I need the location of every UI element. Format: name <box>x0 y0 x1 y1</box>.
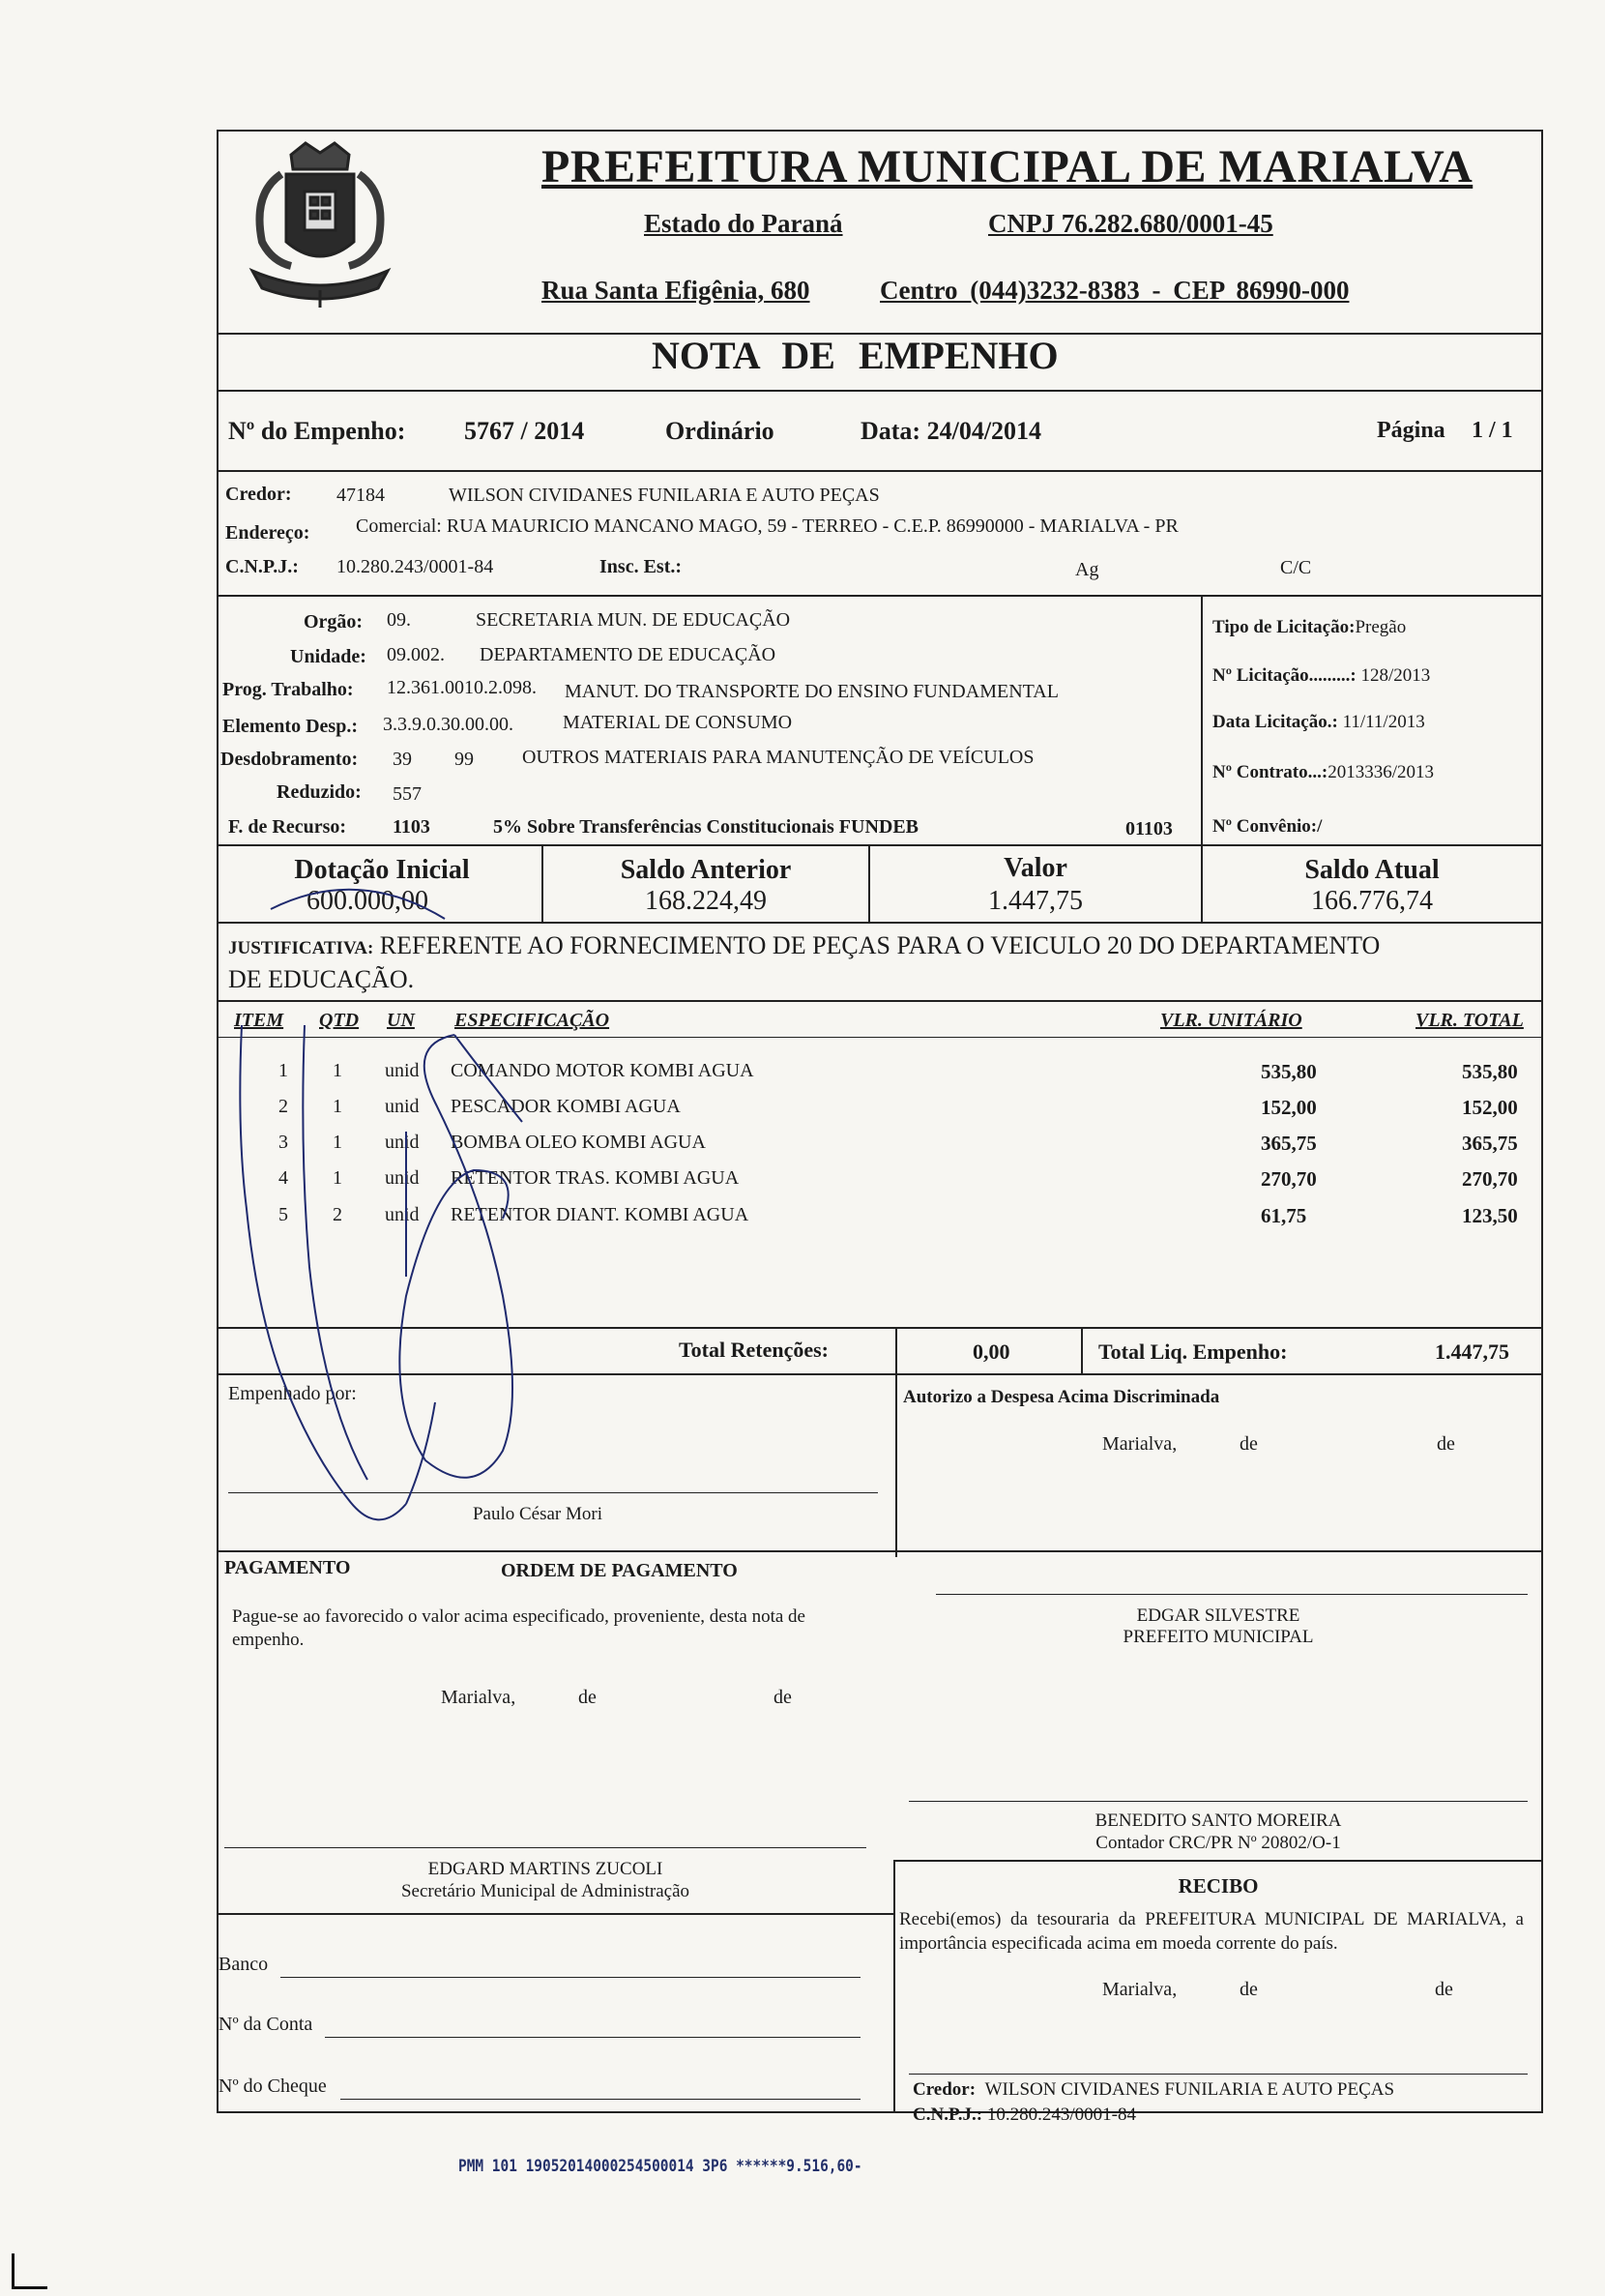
recibo-cnpj-value: 10.280.243/0001-84 <box>986 2105 1136 2125</box>
reduzido-value: 557 <box>393 783 422 805</box>
recibo-credor <box>913 2079 1394 2101</box>
reduzido-label: Reduzido: <box>277 781 362 803</box>
signature-scribble-icon <box>213 861 677 1557</box>
recurso-label: F. de Recurso: <box>228 816 347 838</box>
autorizo-label: Autorizo a Despesa Acima Discriminada <box>903 1387 1220 1407</box>
credor-cnpj: 10.280.243/0001-84 <box>336 556 494 577</box>
unidade-code: 09.002. <box>387 644 445 665</box>
recurso-code: 1103 <box>393 816 430 838</box>
pagina-value: 1 / 1 <box>1472 418 1513 443</box>
pagina-label: Página <box>1377 418 1445 443</box>
credor-label: Credor: <box>225 484 292 505</box>
recibo-cnpj-label: C.N.P.J.: <box>913 2105 983 2125</box>
total-liq-label: Total Liq. Empenho: <box>1098 1339 1288 1364</box>
unidade-label: Unidade: <box>290 646 366 667</box>
licitacao-contrato-value: 2013336/2013 <box>1328 762 1434 782</box>
row-qtd: 2 <box>333 1204 342 1225</box>
autorizo-de2: de <box>1437 1433 1455 1455</box>
divider <box>895 1373 897 1557</box>
page-title: PREFEITURA MUNICIPAL DE MARIALVA <box>541 141 1474 192</box>
divider <box>217 1913 893 1915</box>
header-rua: Rua Santa Efigênia, 680 <box>541 276 810 305</box>
row-unitario: 270,70 <box>1261 1167 1317 1191</box>
row-especificacao: RETENTOR TRAS. KOMBI AGUA <box>451 1167 740 1189</box>
signature-line <box>909 2074 1528 2075</box>
row-un: unid <box>385 1167 420 1189</box>
secretario-nome: EDGARD MARTINS ZUCOLI <box>427 1859 663 1879</box>
prefeito-cargo: PREFEITO MUNICIPAL <box>1123 1627 1314 1647</box>
total-retencoes-label: Total Retenções: <box>679 1338 829 1362</box>
row-qtd: 1 <box>333 1132 342 1153</box>
empenhado-por-label: Empenhado por: <box>228 1383 357 1404</box>
row-item: 3 <box>278 1132 288 1153</box>
empenho-numero: 5767 / 2014 <box>464 417 585 445</box>
row-qtd: 1 <box>333 1060 342 1081</box>
recibo-local: Marialva, <box>1102 1979 1178 2000</box>
elemento-nome: MATERIAL DE CONSUMO <box>563 712 793 733</box>
recurso-nome: 5% Sobre Transferências Constitucionais FUNDEB <box>493 816 919 838</box>
contador-nome: BENEDITO SANTO MOREIRA <box>1094 1810 1342 1831</box>
desdobramento-nome: OUTROS MATERIAIS PARA MANUTENÇÃO DE VEÍCULOS <box>522 747 1035 768</box>
divider <box>1201 595 1203 844</box>
licitacao-num <box>1212 665 1430 687</box>
recibo-title: RECIBO <box>1178 1874 1259 1898</box>
valor-value: 1.447,75 <box>988 886 1083 916</box>
row-item: 5 <box>278 1204 288 1225</box>
desdobramento-b: 99 <box>454 749 474 770</box>
desdobramento-a: 39 <box>393 749 412 770</box>
secretario-cargo: Secretário Municipal de Administração <box>400 1881 690 1901</box>
row-total: 535,80 <box>1462 1060 1518 1083</box>
divider <box>217 470 1543 472</box>
row-un: unid <box>385 1132 420 1153</box>
row-especificacao: PESCADOR KOMBI AGUA <box>451 1096 681 1117</box>
pagamento-local: Marialva, <box>441 1687 516 1708</box>
pague-se-text: Pague-se ao favorecido o valor acima especificado, proveniente, desta nota de empenho. <box>232 1606 805 1650</box>
col-un: UN <box>387 1010 415 1031</box>
saldo-anterior-label: Saldo Anterior <box>620 855 792 885</box>
orgao-code: 09. <box>387 609 411 631</box>
signature-line <box>224 1847 866 1848</box>
cnpj-label: C.N.P.J.: <box>225 556 299 577</box>
elemento-label: Elemento Desp.: <box>222 716 358 737</box>
row-especificacao: RETENTOR DIANT. KOMBI AGUA <box>451 1204 749 1225</box>
justificativa-label: JUSTIFICATIVA: <box>228 938 374 958</box>
pagamento-de2: de <box>773 1687 792 1708</box>
licitacao-tipo-value: Pregão <box>1355 617 1407 637</box>
divider <box>895 1327 897 1373</box>
credor-nome: WILSON CIVIDANES FUNILARIA E AUTO PEÇAS <box>449 485 880 506</box>
saldo-anterior-value: 168.224,49 <box>645 886 767 916</box>
recurso-code2: 01103 <box>1125 818 1173 839</box>
banco-line <box>280 1977 861 1978</box>
credor-codigo: 47184 <box>336 485 385 506</box>
row-unitario: 61,75 <box>1261 1204 1307 1227</box>
saldo-atual-label: Saldo Atual <box>1304 855 1440 885</box>
licitacao-data-value: 11/11/2013 <box>1342 712 1425 732</box>
header-endereco: Centro (044)3232-8383 - CEP 86990-000 <box>880 276 1350 305</box>
licitacao-contrato-key: Nº Contrato...: <box>1212 762 1328 782</box>
desdobramento-label: Desdobramento: <box>220 749 359 770</box>
row-especificacao: BOMBA OLEO KOMBI AGUA <box>451 1132 706 1153</box>
licitacao-tipo-key: Tipo de Licitação: <box>1212 617 1356 637</box>
ordem-pagamento-label: ORDEM DE PAGAMENTO <box>501 1560 738 1581</box>
recibo-cnpj <box>913 2105 1136 2126</box>
licitacao-num-value: 128/2013 <box>1360 665 1431 686</box>
prefeito-nome: EDGAR SILVESTRE <box>1136 1605 1300 1626</box>
cheque-line <box>340 2099 861 2100</box>
valor-label: Valor <box>1004 853 1067 883</box>
autorizo-de1: de <box>1240 1433 1258 1455</box>
licitacao-contrato <box>1212 762 1434 783</box>
unidade-nome: DEPARTAMENTO DE EDUCAÇÃO <box>480 644 776 665</box>
licitacao-data <box>1212 712 1425 733</box>
justificativa-line2: DE EDUCAÇÃO. <box>228 965 415 993</box>
scan-corner-mark <box>12 2253 47 2289</box>
recibo-de2: de <box>1435 1979 1453 2000</box>
orgao-nome: SECRETARIA MUN. DE EDUCAÇÃO <box>476 609 791 631</box>
col-vlr-unitario: VLR. UNITÁRIO <box>1160 1010 1302 1031</box>
cc-label: C/C <box>1280 557 1312 578</box>
prog-label: Prog. Trabalho: <box>222 679 354 700</box>
row-qtd: 1 <box>333 1167 342 1189</box>
document-title: NOTA DE EMPENHO <box>652 334 1059 377</box>
licitacao-data-key: Data Licitação.: <box>1212 712 1338 732</box>
row-total: 152,00 <box>1462 1096 1518 1119</box>
row-un: unid <box>385 1204 420 1225</box>
recibo-credor-label: Credor: <box>913 2079 977 2100</box>
row-unitario: 535,80 <box>1261 1060 1317 1083</box>
justificativa-line1: REFERENTE AO FORNECIMENTO DE PEÇAS PARA O VEICULO 20 DO DEPARTAMENTO <box>379 931 1381 959</box>
col-vlr-total: VLR. TOTAL <box>1415 1010 1524 1031</box>
licitacao-num-key: Nº Licitação.........: <box>1212 665 1357 686</box>
elemento-code: 3.3.9.0.30.00.00. <box>383 714 513 735</box>
prog-code: 12.361.0010.2.098. <box>387 677 537 698</box>
col-item: ITEM <box>234 1010 284 1031</box>
conta-line <box>325 2037 861 2038</box>
row-un: unid <box>385 1060 420 1081</box>
total-retencoes-value: 0,00 <box>973 1339 1010 1364</box>
divider <box>217 595 1543 597</box>
recibo-credor-nome: WILSON CIVIDANES FUNILARIA E AUTO PEÇAS <box>984 2079 1395 2100</box>
footer-code: PMM 101 19052014000254500014 3P6 ******9.516,60- <box>458 2157 862 2176</box>
row-total: 123,50 <box>1462 1204 1518 1227</box>
row-un: unid <box>385 1096 420 1117</box>
pagamento-de1: de <box>578 1687 597 1708</box>
total-liq-value: 1.447,75 <box>1435 1339 1509 1364</box>
row-unitario: 365,75 <box>1261 1132 1317 1155</box>
empenho-label: Nº do Empenho: <box>228 417 406 445</box>
row-item: 2 <box>278 1096 288 1117</box>
autorizo-local: Marialva, <box>1102 1433 1178 1455</box>
divider <box>893 1860 1543 1862</box>
recibo-text: Recebi(emos) da tesouraria da PREFEITURA MUNICIPAL DE MARIALVA, a importância especificada acima em moeda corrente do país. <box>899 1909 1524 1954</box>
row-item: 1 <box>278 1060 288 1081</box>
dotacao-inicial-value: 600.000,00 <box>306 886 428 916</box>
recibo-de1: de <box>1240 1979 1258 2000</box>
saldo-atual-value: 166.776,74 <box>1311 886 1433 916</box>
endereco-label: Endereço: <box>225 522 310 544</box>
licitacao-tipo-label <box>1212 617 1406 638</box>
ag-label: Ag <box>1075 559 1099 580</box>
row-total: 270,70 <box>1462 1167 1518 1191</box>
row-especificacao: COMANDO MOTOR KOMBI AGUA <box>451 1060 754 1081</box>
licitacao-convenio: Nº Convênio:/ <box>1212 816 1323 837</box>
divider <box>217 844 1543 846</box>
col-qtd: QTD <box>319 1010 360 1031</box>
divider <box>1081 1327 1083 1373</box>
insc-est-label: Insc. Est.: <box>599 556 683 577</box>
row-item: 4 <box>278 1167 288 1189</box>
empenho-tipo: Ordinário <box>665 417 774 445</box>
row-total: 365,75 <box>1462 1132 1518 1155</box>
pagamento-label: PAGAMENTO <box>224 1557 351 1578</box>
signature-line <box>909 1801 1528 1802</box>
divider <box>217 390 1543 392</box>
header-cnpj: CNPJ 76.282.680/0001-45 <box>988 209 1273 238</box>
row-qtd: 1 <box>333 1096 342 1117</box>
credor-endereco: Comercial: RUA MAURICIO MANCANO MAGO, 59 - TERREO - C.E.P. 86990000 - MARIALVA - PR <box>356 515 1179 537</box>
orgao-label: Orgão: <box>304 611 364 633</box>
conta-label: Nº da Conta <box>219 2014 313 2035</box>
empenho-data: Data: 24/04/2014 <box>861 417 1042 445</box>
banco-label: Banco <box>219 1954 269 1975</box>
col-especificacao: ESPECIFICAÇÃO <box>454 1010 610 1031</box>
dotacao-inicial-label: Dotação Inicial <box>294 855 470 885</box>
contador-cargo: Contador CRC/PR Nº 20802/O-1 <box>1095 1833 1341 1853</box>
signature-line <box>936 1594 1528 1595</box>
prog-nome: MANUT. DO TRANSPORTE DO ENSINO FUNDAMENTAL <box>565 681 1059 702</box>
row-unitario: 152,00 <box>1261 1096 1317 1119</box>
empenhado-nome: Paulo César Mori <box>472 1504 603 1524</box>
header-estado: Estado do Paraná <box>644 209 843 238</box>
cheque-label: Nº do Cheque <box>219 2075 327 2097</box>
